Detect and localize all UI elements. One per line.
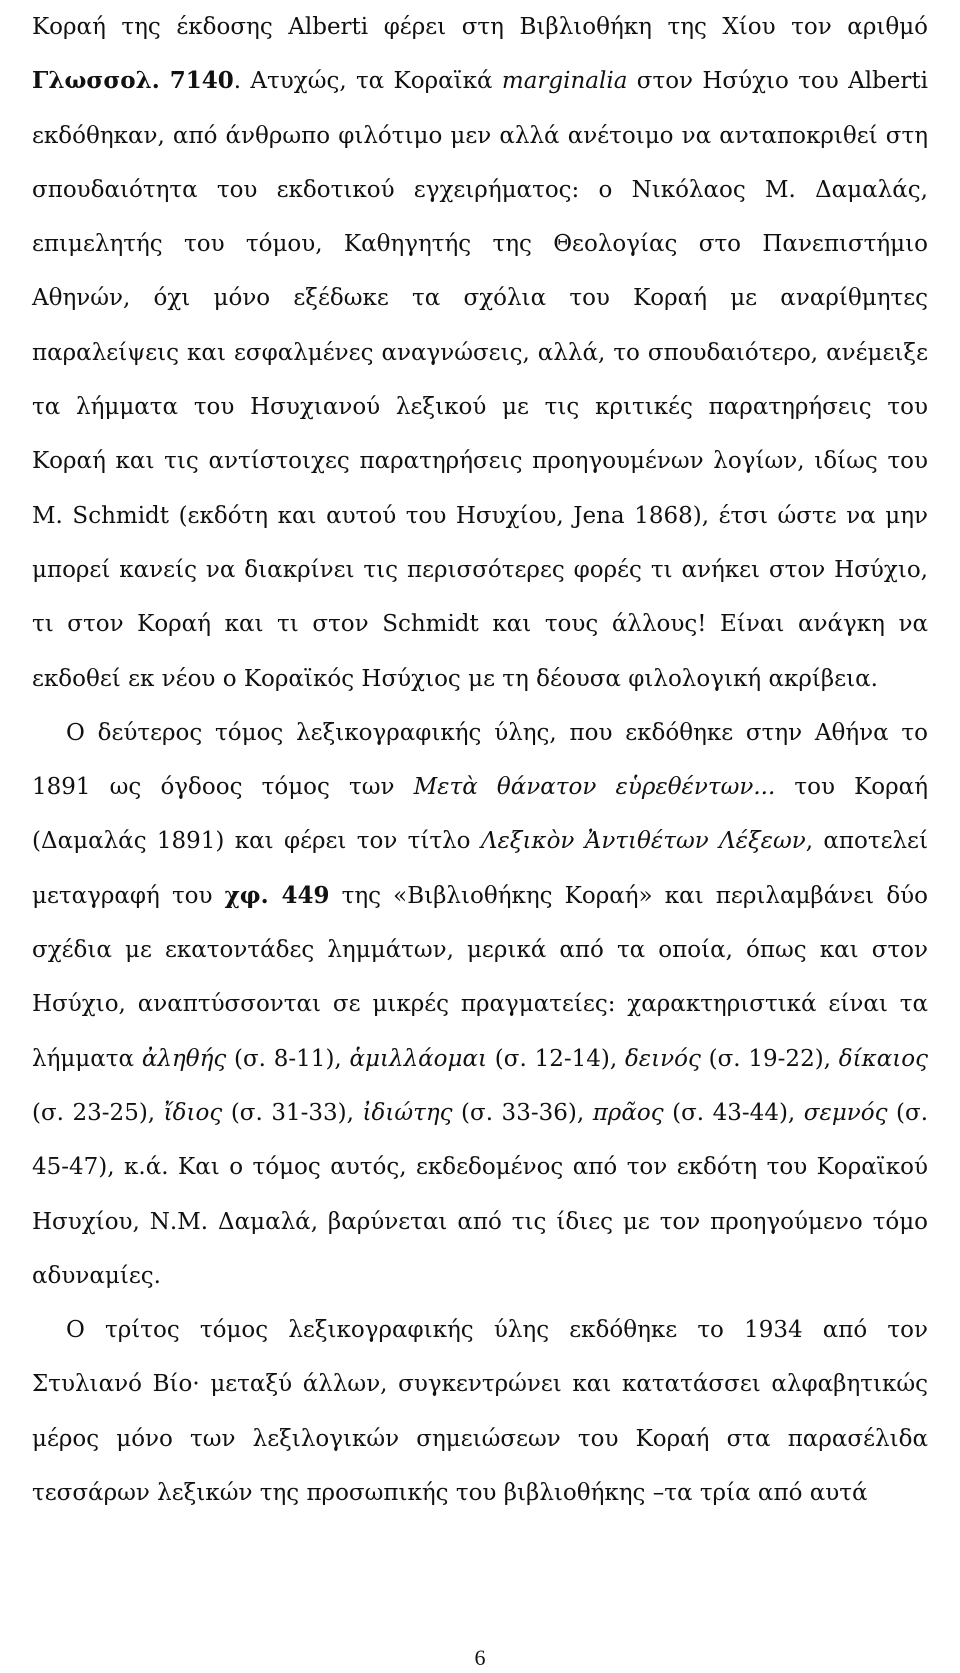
page-number: 6 — [474, 1645, 486, 1670]
text-run: Κοραή της έκδοσης Alberti φέρει στη Βιβλιοθήκη της Χίου τον αριθμό — [32, 14, 928, 40]
text-run: στον Ησύχιο του Alberti εκδόθηκαν, από άνθρωπο φιλότιμο μεν αλλά ανέτοιμο να ανταποκριθεί στη σπουδαιότητα του εκδοτικού εγχειρήματος: ο Νικόλαος Μ. Δαμαλάς, επιμελητής του τόμου, Καθηγητής της Θεολογίας στο Πανεπιστήμιο Αθηνών, όχι μόνο εξέδωκε τα σχόλια του Κοραή με αναρίθμητες παραλείψεις και εσφαλμένες αναγνώσεις, αλλά, το σπουδαιότερο, ανέμειξε τα λήμματα του Ησυχιανού λεξικού με τις κριτικές παρατηρήσεις του Κοραή και τις αντίστοιχες παρατηρήσεις προηγουμένων λογίων, ιδίως του M. Schmidt (εκδότη και αυτού του Ησυχίου, Jena 1868), έτσι ώστε να μην μπορεί κανείς να διακρίνει τις περισσότερες φορές τι ανήκει στον Ησύχιο, τι στον Κοραή και τι στον Schmidt και τους άλλους! Είναι ανάγκη να εκδοθεί εκ νέου ο Κοραϊκός Ησύχιος με τη δέουσα φιλολογική ακρίβεια. — [32, 68, 928, 692]
bold-text: Γλωσσολ. 7140 — [32, 67, 234, 95]
text-run: της «Βιβλιοθήκης Κοραή» και περιλαμβάνει δύο σχέδια με εκατοντάδες λημμάτων, μερικά από τα οποία, όπως και στον Ησύχιο, αναπτύσσονται σε μικρές πραγματείες: χαρακτηριστικά είναι τα λήμματα — [32, 882, 928, 1072]
text-run: (σ. 23-25), — [32, 1099, 164, 1126]
italic-text: Λεξικὸν Ἀντιθέτων Λέξεων — [480, 828, 806, 855]
italic-text: πρᾶος — [592, 1099, 664, 1126]
italic-text: σεμνός — [803, 1099, 888, 1126]
text-run: (σ. 45-47), κ.ά. Και ο τόμος αυτός, εκδεδομένος από τον εκδότη του Κοραϊκού Ησυχίου, Ν.Μ. Δαμαλά, βαρύνεται από τις ίδιες με τον προηγούμενο τόμο αδυναμίες. — [32, 1099, 929, 1289]
paragraph-1 — [32, 0, 928, 706]
italic-text: marginalia — [501, 68, 628, 95]
text-run: (σ. 19-22), — [700, 1045, 839, 1072]
text-run: , αποτελεί μεταγραφή του — [32, 828, 928, 909]
text-run: (σ. 43-44), — [663, 1099, 804, 1126]
text-run: (σ. 8-11), — [226, 1045, 350, 1072]
document-body — [32, 0, 928, 1520]
italic-text: ἀληθής — [141, 1045, 227, 1072]
paragraph-3 — [32, 1303, 928, 1520]
bold-text: χφ. 449 — [224, 881, 330, 909]
italic-text: ἴδιος — [163, 1099, 223, 1126]
text-run: (σ. 31-33), — [222, 1099, 363, 1126]
text-run: του Κοραή (Δαμαλάς 1891) και φέρει τον τίτλο — [32, 774, 928, 855]
text-run: Ο τρίτος τόμος λεξικογραφικής ύλης εκδόθηκε το 1934 από τον Στυλιανό Βίο· μεταξύ άλλων, συγκεντρώνει και κατατάσσει αλφαβητικώς μέρος μόνο των λεξιλογικών σημειώσεων του Κοραή στα παρασέλιδα τεσσάρων λεξικών της προσωπικής του βιβλιοθήκης –τα τρία από αυτά — [32, 1317, 928, 1507]
text-run: (σ. 33-36), — [452, 1099, 593, 1126]
italic-text: δεινός — [624, 1045, 701, 1072]
text-run: Ο δεύτερος τόμος λεξικογραφικής ύλης, που εκδόθηκε στην Αθήνα το 1891 ως όγδοος τόμος των — [32, 719, 928, 801]
paragraph-2 — [32, 706, 928, 1303]
italic-text: ἁμιλλάομαι — [349, 1045, 488, 1072]
italic-text: ἰδιώτης — [362, 1099, 453, 1126]
italic-text: δίκαιος — [838, 1045, 928, 1072]
text-run: . Ατυχώς, τα Κοραϊκά — [233, 68, 502, 95]
italic-text: Μετὰ θάνατον εὑρεθέντων... — [413, 774, 776, 801]
text-run: (σ. 12-14), — [487, 1045, 625, 1072]
